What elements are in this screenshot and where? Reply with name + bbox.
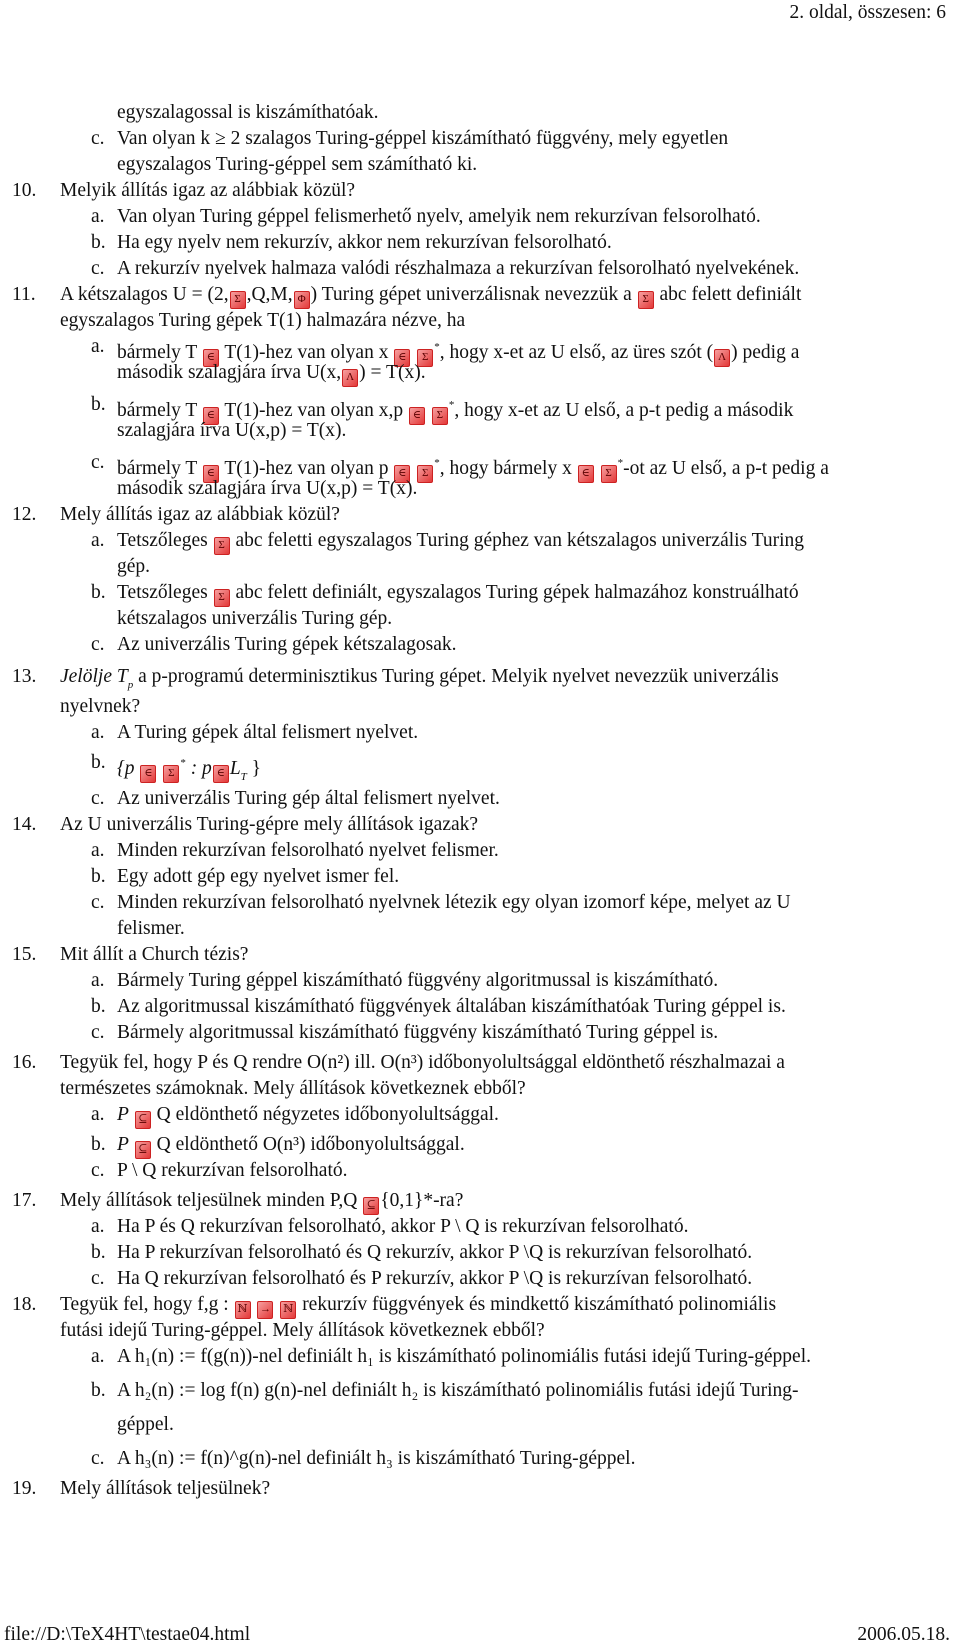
text-span: második szalagjára írva U(x,p) = T(x). (117, 478, 418, 499)
option-a (0, 968, 960, 994)
option-b (0, 864, 960, 890)
sigma-icon: Σ (432, 407, 448, 425)
text-span: c. (91, 788, 105, 809)
text-span: A h₂(n) := log f(n) g(n)-nel definiált h₂ is kiszámítható polinomiális futási idejű Turing- (117, 1380, 799, 1401)
text-span: b. (91, 752, 106, 773)
text-span: Tetszőleges (117, 582, 208, 603)
text-span: a. (91, 1104, 105, 1125)
text-span: c. (91, 258, 105, 279)
footer-date: 2006.05.18. (857, 1624, 950, 1645)
text-span: Az U univerzális Turing-gépre mely állítások igazak? (60, 814, 479, 835)
text-span: Az univerzális Turing gépek kétszalagosak. (117, 634, 457, 655)
text-span: Minden rekurzívan felsorolható nyelvnek létezik egy olyan izomorf képe, melyet az U (117, 892, 791, 913)
element-of-icon: ∈ (140, 765, 156, 783)
text-span: 12. (12, 504, 37, 525)
subset-icon: ⊆ (363, 1197, 379, 1215)
text-line (0, 1412, 960, 1438)
text-span: A Turing gépek által felismert nyelvet. (117, 722, 419, 743)
text-span: ) = T(x). (359, 362, 426, 383)
option-b: b. bármely T ∈ T(1)-hez van olyan x,p ∈ Σ*, hogy x-et az U első, a p-t pedig a második (0, 392, 960, 418)
text-span: c. (91, 1448, 105, 1469)
text-span: Tegyük fel, hogy P és Q rendre O(n²) ill. O(n³) időbonyolultsággal eldönthető részhalmazai a (60, 1052, 785, 1073)
option-b (0, 230, 960, 256)
arrow-icon: → (257, 1301, 273, 1319)
question-13 (0, 664, 960, 690)
element-of-icon: ∈ (203, 465, 219, 483)
text-span: Az univerzális Turing gép által felismert nyelvet. (117, 788, 500, 809)
text-span: kétszalagos univerzális Turing gép. (117, 608, 393, 629)
sigma-icon: Σ (417, 465, 433, 483)
lambda-icon: Λ (714, 349, 730, 367)
text-span: Ha egy nyelv nem rekurzív, akkor nem rekurzívan felsorolható. (117, 232, 612, 253)
option-c (0, 1158, 960, 1184)
option-b: b. {p ∈ Σ* : p ∈ $L_T$ } (91, 752, 262, 783)
text-span: P (117, 1104, 129, 1125)
text-span: b. (91, 1242, 106, 1263)
text-span: 14. (12, 814, 37, 835)
text-span: bármely T (117, 342, 197, 363)
text-span: , hogy x-et az U első, a p-t pedig a második (454, 400, 794, 421)
sigma-icon: Σ (638, 291, 654, 309)
text-span: {0,1}*-ra? (380, 1190, 464, 1211)
text-span: 19. (12, 1478, 37, 1499)
element-of-icon: ∈ (578, 465, 594, 483)
option-a (0, 1214, 960, 1240)
text-span: c. (91, 1022, 105, 1043)
element-of-icon: ∈ (409, 407, 425, 425)
text-span: b. (91, 866, 106, 887)
text-span: b. (91, 582, 106, 603)
text-span: p (127, 679, 134, 691)
text-span: egyszalagossal is kiszámíthatóak. (117, 102, 379, 123)
text-span: géppel. (117, 1414, 174, 1435)
option-a (0, 1344, 960, 1370)
text-span: } (251, 758, 262, 779)
phi-icon: Φ (294, 291, 310, 309)
text-span: T(1)-hez van olyan x (224, 342, 389, 363)
naturals-icon: ℕ (280, 1301, 296, 1319)
text-span: Q eldönthető négyzetes időbonyolultsággal. (156, 1104, 499, 1125)
text-span: ) pedig a (731, 342, 800, 363)
text-span: 13. (12, 666, 37, 687)
text-span: Tegyük fel, hogy f,g : (60, 1294, 229, 1315)
text-line (0, 916, 960, 942)
option-c (0, 1266, 960, 1292)
text-span: c. (91, 1160, 105, 1181)
option-a (0, 838, 960, 864)
footer-path: file://D:\TeX4HT\testae04.html (4, 1624, 251, 1645)
union-icon: ⊆ (135, 1141, 151, 1159)
question-11 (0, 282, 960, 308)
sigma-icon: Σ (214, 537, 230, 555)
text-span: szalagjára írva U(x,p) = T(x). (117, 420, 347, 441)
text-span: {p (117, 758, 135, 779)
text-span: Mit állít a Church tézis? (60, 944, 249, 965)
text-span: 18. (12, 1294, 37, 1315)
text-span: , hogy x-et az U első, az üres szót ( (439, 342, 714, 363)
text-span: T(1)-hez van olyan x,p (224, 400, 404, 421)
sigma-icon: Σ (601, 465, 617, 483)
text-span: a p-programú determinisztikus Turing gépet. Melyik nyelvet nevezzük univerzális (138, 666, 779, 687)
text-span: Az algoritmussal kiszámítható függvények általában kiszámíthatóak Turing géppel is. (117, 996, 786, 1017)
question-18 (0, 1292, 960, 1318)
sigma-icon: Σ (230, 291, 246, 309)
text-span: A kétszalagos U = (2, (60, 284, 229, 305)
text-span: A h₃(n) := f(n)^g(n)-nel definiált h₃ is kiszámítható Turing-géppel. (117, 1448, 636, 1469)
text-span: a. (91, 206, 105, 227)
text-span: a. (91, 1216, 105, 1237)
text-span: A rekurzív nyelvek halmaza valódi részhalmaza a rekurzívan felsorolható nyelvekének. (117, 258, 800, 279)
text-span: a. (91, 970, 105, 991)
question-15 (0, 942, 960, 968)
text-span: 10. (12, 180, 37, 201)
text-span: Bármely algoritmussal kiszámítható függvény kiszámítható Turing géppel is. (117, 1022, 719, 1043)
text-span: második szalagjára írva U(x, (117, 362, 342, 383)
text-span: abc feletti egyszalagos Turing géphez van kétszalagos univerzális Turing (235, 530, 805, 551)
text-span: természetes számoknak. Mely állítások következnek ebből? (60, 1078, 526, 1099)
text-line (0, 308, 960, 334)
text-span: c. (91, 128, 105, 149)
sigma-icon: Σ (214, 589, 230, 607)
text-span: gép. (117, 556, 151, 577)
text-span: c. (91, 452, 105, 473)
question-19 (0, 1476, 960, 1502)
text-span: 17. (12, 1190, 37, 1211)
text-span: abc felett definiált, egyszalagos Turing gépek halmazához konstruálható (235, 582, 799, 603)
option-c: c. bármely T ∈ T(1)-hez van olyan p ∈ Σ*, hogy bármely x ∈ Σ*-ot az U első, a p-t pedig a (0, 450, 960, 476)
text-span: Ha P és Q rekurzívan felsorolható, akkor P \ Q is rekurzívan felsorolható. (117, 1216, 689, 1237)
question-16 (0, 1050, 960, 1076)
text-span: ,Q,M, (246, 284, 293, 305)
text-span: Jelölje T (60, 666, 128, 687)
sigma-icon: Σ (417, 349, 433, 367)
text-span: Van olyan Turing géppel felismerhető nyelv, amelyik nem rekurzívan felsorolható. (117, 206, 761, 227)
question-14 (0, 812, 960, 838)
text-span: b. (91, 394, 106, 415)
text-span: bármely T (117, 400, 197, 421)
text-span: a. (91, 1346, 105, 1367)
text-line (0, 418, 960, 444)
text-span: a. (91, 722, 105, 743)
text-span: bármely T (117, 458, 197, 479)
text-span: futási idejű Turing-géppel. Mely állítások következnek ebből? (60, 1320, 545, 1341)
text-span: Ha Q rekurzívan felsorolható és P rekurzív, akkor P \Q is rekurzívan felsorolható. (117, 1268, 753, 1289)
text-span: egyszalagos Turing-géppel sem számítható ki. (117, 154, 478, 175)
text-span: b. (91, 996, 106, 1017)
text-span: a. (91, 840, 105, 861)
question-17 (0, 1188, 960, 1214)
option-b (0, 1378, 960, 1404)
option-c (0, 1020, 960, 1046)
question-10 (0, 178, 960, 204)
option-c (0, 632, 960, 658)
text-span: , hogy bármely x (439, 458, 572, 479)
option-a (0, 720, 960, 746)
text-span: Minden rekurzívan felsorolható nyelvet felismer. (117, 840, 499, 861)
text-span: Melyik állítás igaz az alábbiak közül? (60, 180, 356, 201)
text-span: Ha P rekurzívan felsorolható és Q rekurzív, akkor P \Q is rekurzívan felsorolható. (117, 1242, 753, 1263)
text-span: c. (91, 892, 105, 913)
text-line (0, 152, 960, 178)
option-b (0, 994, 960, 1020)
text-line (0, 476, 960, 502)
option-a (0, 204, 960, 230)
text-span: Q eldönthető O(n³) időbonyolultsággal. (156, 1134, 465, 1155)
element-of-icon: ∈ (203, 407, 219, 425)
text-span: Bármely Turing géppel kiszámítható függvény algoritmussal is kiszámítható. (117, 970, 719, 991)
text-span: rekurzív függvények és mindkettő kiszámítható polinomiális (302, 1294, 777, 1315)
text-line (0, 100, 960, 126)
text-line (0, 606, 960, 632)
text-span: b. (91, 1134, 106, 1155)
text-span: c. (91, 1268, 105, 1289)
text-span: A h₁(n) := f(g(n))-nel definiált h₁ is kiszámítható polinomiális futási idejű Turing-géppel. (117, 1346, 811, 1367)
option-b (0, 1240, 960, 1266)
sigma-icon: Σ (163, 765, 179, 783)
not-element-icon: ∈ (213, 765, 229, 783)
option-c (0, 890, 960, 916)
text-span: -ot az U első, a p-t pedig a (623, 458, 829, 479)
text-line (0, 694, 960, 720)
text-span: Tetszőleges (117, 530, 208, 551)
text-span: T (240, 771, 247, 783)
page-indicator: 2. oldal, összesen: 6 (789, 2, 946, 23)
element-of-icon: ∈ (394, 349, 410, 367)
element-of-icon: ∈ (203, 349, 219, 367)
text-span: abc felett definiált (659, 284, 802, 305)
element-of-icon: ∈ (394, 465, 410, 483)
text-span: Van olyan k ≥ 2 szalagos Turing-géppel kiszámítható függvény, mely egyetlen (117, 128, 729, 149)
text-line (0, 554, 960, 580)
text-span: Egy adott gép egy nyelvet ismer fel. (117, 866, 400, 887)
text-span: c. (91, 634, 105, 655)
option-c (0, 786, 960, 812)
text-span: 15. (12, 944, 37, 965)
option-b (0, 1132, 960, 1158)
document-body (0, 100, 960, 1502)
option-b (0, 580, 960, 606)
text-span: felismer. (117, 918, 185, 939)
option-a (0, 1102, 960, 1128)
option-c (0, 126, 960, 152)
lambda-icon: Λ (342, 369, 358, 387)
option-c (0, 256, 960, 282)
text-span: egyszalagos Turing gépek T(1) halmazára nézve, ha (60, 310, 466, 331)
intersection-icon: ⊆ (135, 1111, 151, 1129)
text-span: Mely állítások teljesülnek minden P,Q (60, 1190, 358, 1211)
text-line (0, 1076, 960, 1102)
text-span: L (229, 758, 241, 779)
text-span: a. (91, 530, 105, 551)
text-span: b. (91, 232, 106, 253)
text-span: T(1)-hez van olyan p (224, 458, 389, 479)
text-line (0, 1318, 960, 1344)
text-span: : p (190, 758, 212, 779)
naturals-icon: ℕ (235, 1301, 251, 1319)
text-span: a. (91, 336, 105, 357)
text-span: P \ Q rekurzívan felsorolható. (117, 1160, 348, 1181)
text-span: b. (91, 1380, 106, 1401)
option-c (0, 1446, 960, 1472)
text-span: 16. (12, 1052, 37, 1073)
text-span: Mely állítások teljesülnek? (60, 1478, 271, 1499)
text-span: Mely állítás igaz az alábbiak közül? (60, 504, 340, 525)
option-a (0, 528, 960, 554)
text-span: P (117, 1134, 129, 1155)
text-span: ) Turing gépet univerzálisnak nevezzük a (310, 284, 632, 305)
text-span: nyelvnek? (60, 696, 141, 717)
option-a: a. bármely T ∈ T(1)-hez van olyan x ∈ Σ*, hogy x-et az U első, az üres szót ( Λ ) pedig a (0, 334, 960, 360)
text-line (0, 360, 960, 386)
text-span: 11. (12, 284, 36, 305)
question-12 (0, 502, 960, 528)
